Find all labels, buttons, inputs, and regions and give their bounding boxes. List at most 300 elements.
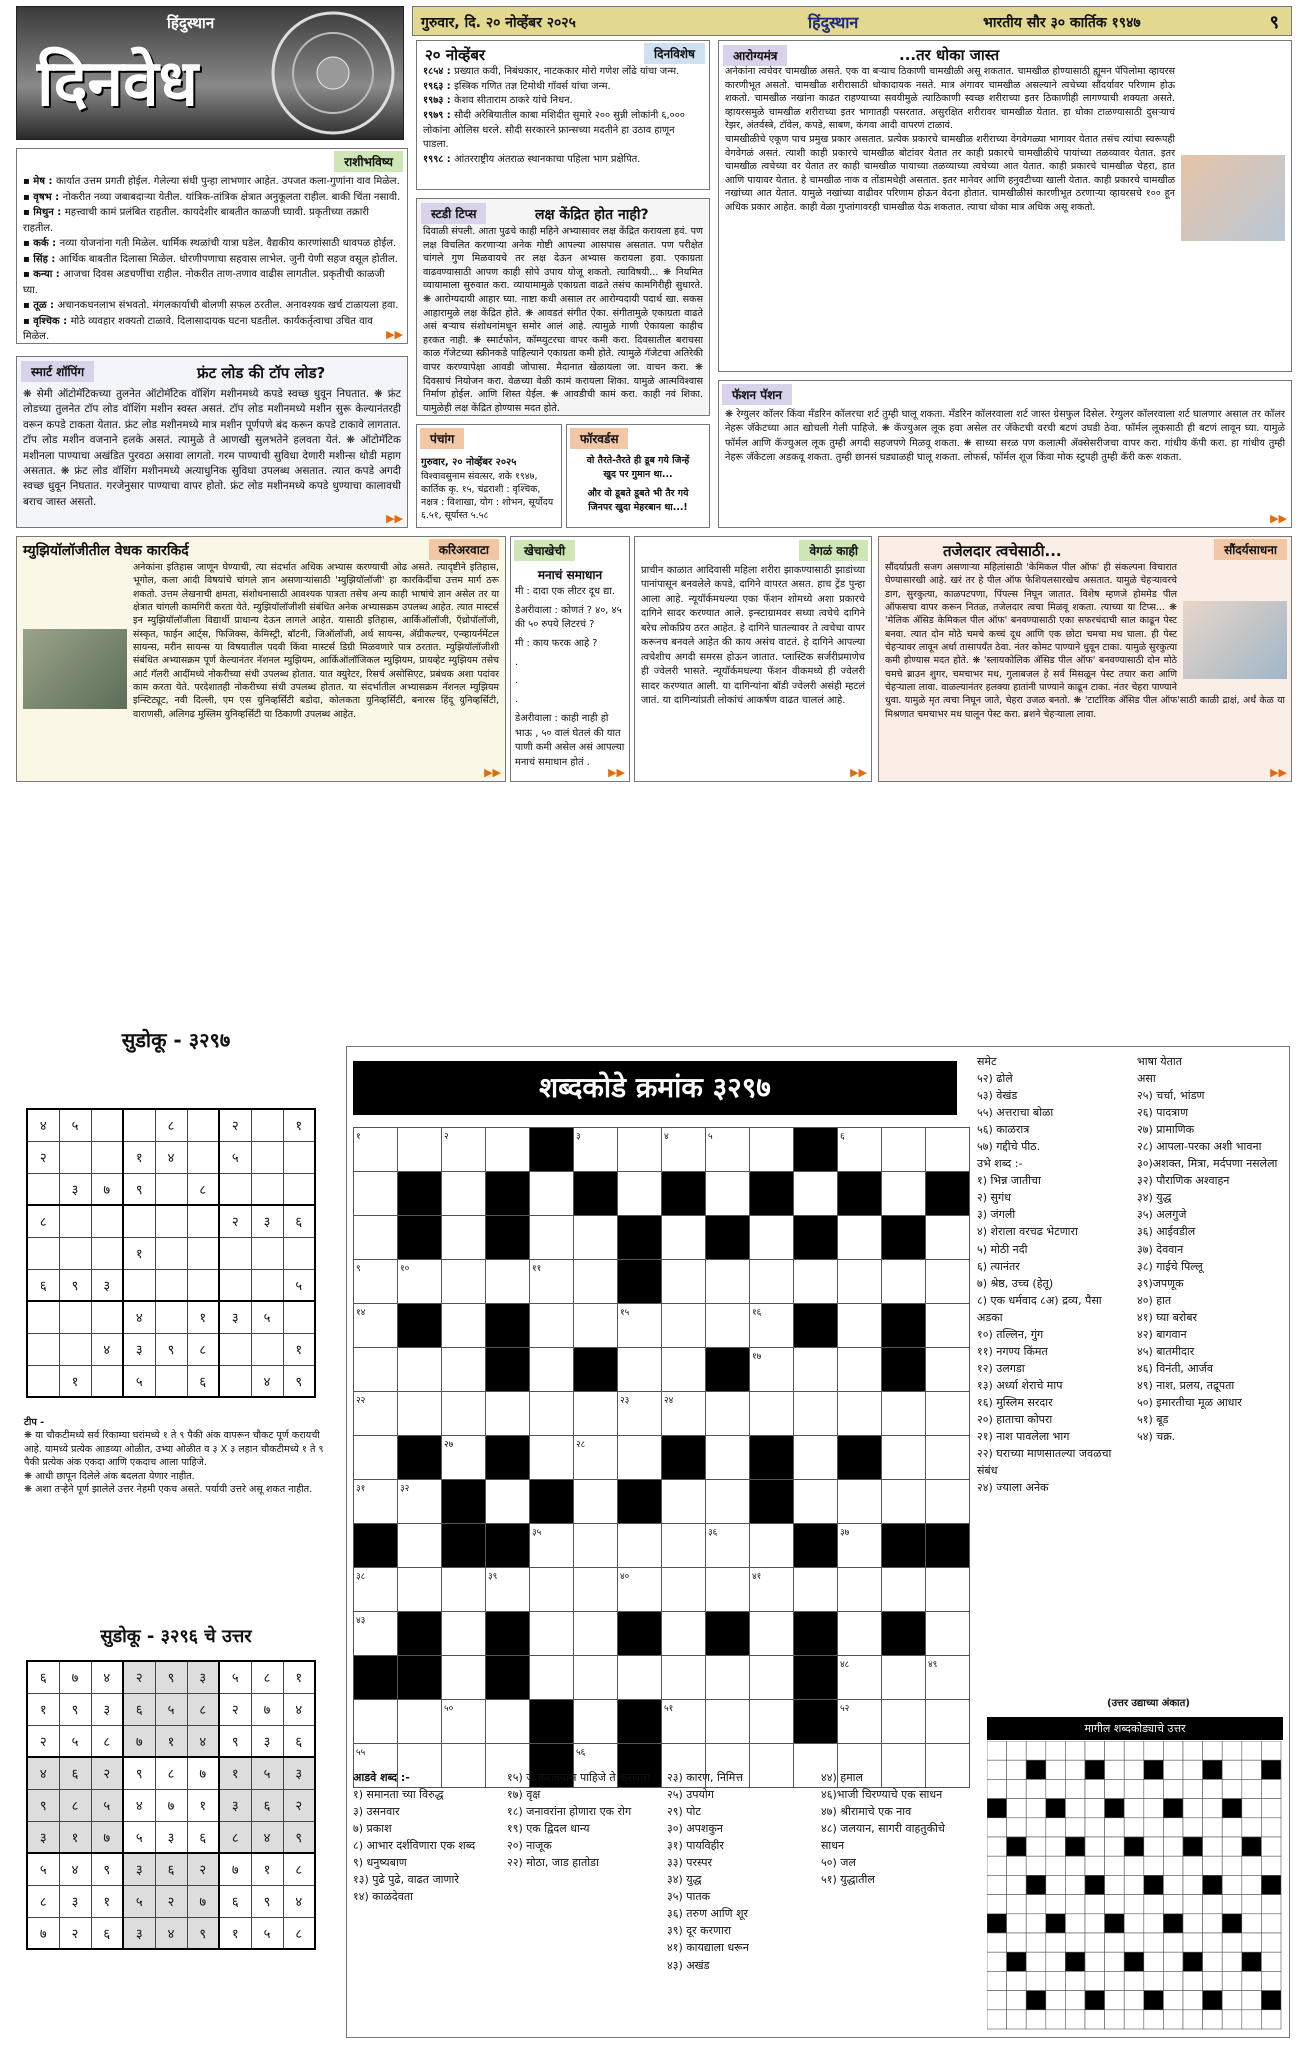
crossword-cell [706,1128,750,1172]
sudoku-cell [59,1141,91,1173]
clue-number: ४८ [840,1660,850,1670]
crossword-cell [882,1172,926,1216]
previous-grid-cell [1007,1799,1027,1818]
crossword-cell [750,1700,794,1744]
previous-grid-cell [1085,1914,1105,1933]
sudoku-cell: १ [219,1757,251,1789]
crossword-cell [882,1656,926,1700]
clue-item: २७) प्रामाणिक [1137,1123,1195,1137]
clue-item: ३३) परस्पर [667,1856,713,1870]
previous-grid-cell [1124,1818,1144,1837]
clue-item: असा [1137,1072,1156,1086]
previous-grid-cell [1065,1741,1085,1760]
answer-note: (उत्तर उद्याच्या अंकात) [1107,1698,1190,1709]
previous-grid-cell [1261,1779,1281,1798]
crossword-cell [398,1304,442,1348]
previous-grid-cell [1222,1799,1242,1818]
sudoku-cell: ३ [91,1693,123,1725]
crossword-cell [662,1128,706,1172]
previous-grid-cell [1163,1914,1183,1933]
sudoku-cell: ५ [251,1301,283,1333]
crossword-cell [706,1612,750,1656]
crossword-cell [794,1216,838,1260]
previous-grid-cell [1124,2010,1144,2029]
crossword-cell [706,1656,750,1700]
shopping-body: ❋ सेमी ऑटोमॅटिकच्या तुलनेत ऑटोमॅटिक वॉशिंग मशीनमध्ये कपडे स्वच्छ धुवून निघतात. ❋ फ्रंट लोडच्या तुलनेत टॉप लोड वॉशिंग मशीन स्वस्त असतं. टॉप लोड मशीनमध्ये मशीन सुरू केल्यानंतरही वरून कपडे टाकता येतात. फ्रंट लोड मशीनमध्ये मात्र मशीन पूर्णपणे बंद करून कपडे टाकावे लागतात. टॉप लोड मशीन वजनाने हलके असतं. त्यामुळे ते आणखी सुलभतेने हलवता येतं. ❋ ऑटोमॅटिक मशीनला पाण्याचा अखंडित पुरवठा असावा लागतो. गरम पाण्याची सुविधा देणारी मशीन्स थोडी महाग असतात. ❋ फ्रंट लोड वॉशिंग मशीनमध्ये अत्याधुनिक सुविधा उपलब्ध असतात. त्यात कपडे अगदी स्वच्छ धुवून निघतात. गरजेनुसार पाण्याचा वापर होतो. फ्रंट लोड मशीनमध्ये कपडे धुण्याचा कालावधी बराच जास्त असतो. [23,388,401,508]
rashi-item [23,236,401,252]
sudoku-cell: ४ [155,1917,187,1949]
previous-grid-cell [1085,1971,1105,1990]
crossword-row [354,1568,970,1612]
crossword-cell [926,1524,970,1568]
previous-grid-cell [1183,1856,1203,1875]
crossword-cell [662,1656,706,1700]
previous-grid-cell [1222,1760,1242,1779]
more-arrow-icon: ▶▶ [850,766,867,779]
arogya-photo [1181,155,1285,241]
crossword-row [354,1480,970,1524]
event-year: १८५४ : [423,66,455,77]
clue-number: २ [444,1132,449,1142]
previous-grid-cell [1183,1895,1203,1914]
clue-item: १) भिन्न जातीचा [977,1174,1041,1188]
sudoku-cell: ९ [283,1365,315,1397]
crossword-cell [750,1656,794,1700]
sudoku-cell [219,1269,251,1301]
crossword-cell [838,1480,882,1524]
sudoku-cell [283,1173,315,1205]
event-text: आंतरराष्ट्रीय अंतराळ स्थानकाचा पहिला भाग प्रक्षेपित. [454,154,641,166]
sudoku-cell: १ [123,1237,155,1269]
previous-grid-cell [1085,1875,1105,1894]
clue-item: ४) शेराला वरचढ भेटणारा [977,1225,1078,1239]
sudoku-cell [27,1237,59,1269]
crossword-cell [398,1656,442,1700]
previous-grid-cell [1026,1952,1046,1971]
previous-grid-cell [1026,1914,1046,1933]
crossword-cell [354,1700,398,1744]
dinvishesh-tag: दिनविशेष [644,43,705,64]
crossword-cell [750,1480,794,1524]
previous-grid-cell [1105,1818,1125,1837]
study-title: लक्ष केंद्रित होत नाही? [535,207,649,223]
sudoku-cell: २ [155,1885,187,1917]
clue-item: २५) उपयोग [667,1788,714,1802]
previous-grid-cell [1242,1895,1262,1914]
clue-item: ४४) हमाल [821,1771,863,1784]
crossword-title: शब्दकोडे क्रमांक ३२९७ [353,1061,957,1115]
crossword-cell [882,1260,926,1304]
previous-grid-cell [1144,1818,1164,1837]
previous-grid-cell [1261,1760,1281,1779]
previous-grid-cell [1105,1856,1125,1875]
clue-item: १०) तल्लिन, गुंग [977,1327,1044,1341]
clue-item: भाषा येतात [1137,1055,1183,1068]
sudoku-cell [27,1365,59,1397]
crossword-cell [354,1480,398,1524]
crossword-cell [398,1524,442,1568]
crossword-cell [442,1656,486,1700]
rashi-item [23,174,401,190]
event-text: प्रख्यात कवी, निबंधकार, नाटककार मोरो गणेश लोंढे यांचा जन्म. [454,66,680,77]
crossword-cell [530,1436,574,1480]
more-arrow-icon: ▶▶ [608,766,625,779]
clue-number: ३२ [400,1484,410,1494]
crossword-cell [442,1128,486,1172]
sudoku-cell [59,1301,91,1333]
dialogue-line: . [515,656,519,668]
clue-item: ३५) पातक [667,1890,711,1904]
clue-item: १२) उलगडा [977,1361,1025,1375]
clue-item: ५२) ढोले [977,1072,1013,1086]
rashi-text: महत्त्वाची कामं प्रलंबित राहतील. कायदेशीर बाबतीत काळजी घ्यावी. प्रकृतीच्या तक्रारी राहतील. [23,207,369,234]
sudoku-cell: ७ [251,1693,283,1725]
crossword-cell [750,1348,794,1392]
previous-grid-cell [1007,1971,1027,1990]
sudoku-title: सुडोकू - ३२९७ [121,1028,231,1052]
down-clues-1 [977,1053,1127,1496]
sudoku-cell [251,1109,283,1141]
crossword-cell [354,1348,398,1392]
previous-grid-cell [1046,1760,1066,1779]
crossword-cell [530,1568,574,1612]
sudoku-cell: १ [283,1109,315,1141]
crossword-cell [750,1172,794,1216]
dialogue-line: . [515,675,519,687]
clue-number: ४ [664,1132,669,1142]
crossword-row [354,1524,970,1568]
crossword-cell [926,1612,970,1656]
crossword-cell [794,1260,838,1304]
crossword-cell [442,1260,486,1304]
more-arrow-icon: ▶▶ [1270,512,1287,525]
crossword-cell [882,1700,926,1744]
sudoku-cell: ७ [155,1789,187,1821]
clue-item: ३८) गाईचे पिल्लू [1137,1259,1203,1273]
crossword-cell [618,1260,662,1304]
sudoku-cell: ५ [283,1269,315,1301]
crossword-cell [794,1348,838,1392]
sudoku-cell: ४ [59,1853,91,1885]
previous-grid-cell [1105,1799,1125,1818]
sudoku-cell: ८ [187,1333,219,1365]
previous-grid-cell [1085,1991,1105,2010]
sudoku-row [27,1237,315,1269]
crossword-cell [618,1216,662,1260]
crossword-cell [530,1656,574,1700]
sudoku-cell [59,1237,91,1269]
crossword-cell [618,1436,662,1480]
previous-grid-cell [1105,1741,1125,1760]
previous-grid-cell [1124,1799,1144,1818]
sudoku-cell: ५ [251,1917,283,1949]
shopping-title: फ्रंट लोड की टॉप लोड? [197,364,326,382]
crossword-cell [882,1348,926,1392]
sudoku-cell: ८ [187,1693,219,1725]
sudoku-cell: ५ [59,1725,91,1757]
clue-item: ११) नगण्य किंमत [977,1344,1048,1358]
clue-number: ३९ [488,1572,498,1582]
previous-grid-cell [1065,1779,1085,1798]
sudoku-cell: २ [219,1205,251,1237]
sudoku-cell: ३ [219,1301,251,1333]
sudoku-cell: ३ [251,1205,283,1237]
sudoku-cell: ८ [155,1109,187,1141]
crossword-cell [618,1304,662,1348]
sudoku-cell: २ [27,1141,59,1173]
clue-number: २८ [576,1440,586,1450]
clue-item: ८) एक धर्मवाद ८अ) द्रव्य, पैसा अडका [977,1293,1102,1324]
sudoku-grid [26,1108,316,1398]
crossword-cell [882,1216,926,1260]
career-title: म्युझियॉलॉजीतील वेधक कारकिर्द [23,543,189,559]
crossword-cell [838,1216,882,1260]
khechakhechi-body [511,585,629,771]
sudoku-tip-label: टीप - [24,1417,45,1428]
crossword-cell [574,1480,618,1524]
sudoku-cell: ९ [59,1269,91,1301]
sudoku-cell: ३ [27,1821,59,1853]
previous-grid-cell [1261,1875,1281,1894]
previous-grid-cell [1046,1991,1066,2010]
clue-item: ३) जंगली [977,1208,1016,1222]
clue-item: २) सुगंध [977,1191,1011,1205]
previous-grid-cell [1105,1914,1125,1933]
previous-grid-cell [1007,1875,1027,1894]
crossword-cell [530,1172,574,1216]
clue-item: ४२) बागवान [1137,1327,1187,1341]
sudoku-cell: १ [91,1885,123,1917]
sudoku-cell [123,1109,155,1141]
saundarya-photo [1183,601,1287,679]
sudoku-row [27,1757,315,1789]
sudoku-cell: ६ [251,1789,283,1821]
clue-number: ३६ [708,1528,718,1538]
career-body: अनेकांना इतिहास जाणून घेण्याची, त्या संदर्भात अधिक अभ्यास करण्याची ओढ असते. त्यादृष्टीने इतिहास, भूगोल, कला आदी विषयांचे चांगले ज्ञान असणाऱ्यांसाठी 'म्युझियॉलॉजी' हा कारकिर्दीचा उत्तम मार्ग ठरू शकतो. उत्तम लेखनाची क्षमता, संशोधनासाठी आवश्यक पात्रता तसेच अन्य काही भाषांचे ज्ञान असेल तर या क्षेत्रात चांगली कामगिरी करता येते. म्युझियॉलॉजीशी संबंधित अनेक अभ्यासक्रम उपलब्ध आहेत. त्यात मास्टर्स इन म्युझियॉलॉजीला विद्यार्थी प्राधान्य देऊन लागले आहेत. यासाठी इतिहास, आर्किऑलॉजी, ऍंथ्रोपॉलॉजी, संस्कृत, फाईन आर्ट्स, फिजिक्स, केमिस्ट्री, बॉटनी, जिऑलॉजी, अर्थ सायन्स, ॲग्रीकल्चर, एन्व्हायर्नमेंटल सायन्स, मरीन सायन्स या विषयातील पदवी किंवा मास्टर्स डिग्री मिळवणारे पात्र ठरतात. म्युझियॉलॉजीशी संबंधित अभ्यासक्रम पूर्ण केल्यानंतर नॅशनल म्युझियम, आर्किऑलॉजिकल म्युझियम, प्रायव्हेट म्युझियम तसेच आर्ट गॅलरी आदींमध्ये नोकरीच्या संधी उपलब्ध होतात. यात क्युरेटर, रिसर्च असोसिएट, प्रबंधक अशा पदांवर काम करता येते. परदेशातही नोकरीच्या संधी उपलब्ध होतात. या संदर्भातील अभ्यासक्रम नॅशनल म्युझियम इन्स्टिट्यूट, नवी दिल्ली, एम एस युनिव्हर्सिटी बडोदा, कोलकता युनिव्हर्सिटी, बनारस हिंदू युनिव्हर्सिटी, वाराणसी, अलिगढ मुस्लिम युनिव्हर्सिटी या ठिकाणी उपलब्ध आहेत. [133,562,499,720]
previous-grid-cell [1046,1895,1066,1914]
sudoku-cell: ५ [219,1141,251,1173]
crossword-cell [750,1260,794,1304]
crossword-cell [618,1524,662,1568]
crossword-cell [750,1524,794,1568]
clue-item: ३०) अपशकुन [667,1822,723,1836]
sudoku-cell: ६ [283,1725,315,1757]
rashi-text: मोठे व्यवहार शक्यतो टाळावे. दिलासादायक घटना घडतील. कार्यकर्तृत्वाचा उचित वाव मिळेल. [23,315,373,342]
previous-grid-cell [1163,1933,1183,1952]
crossword-cell [838,1568,882,1612]
panchang-section [416,424,562,528]
crossword-cell [662,1216,706,1260]
rashi-list [17,174,407,344]
crossword-cell [794,1700,838,1744]
crossword-cell [398,1612,442,1656]
crossword-cell [442,1480,486,1524]
crossword-cell [750,1392,794,1436]
sudoku-cell [251,1269,283,1301]
across-clues-4 [821,1769,953,1888]
previous-grid-cell [1222,1971,1242,1990]
clue-item: १४) काळदेवता [353,1890,413,1904]
crossword-row [354,1304,970,1348]
previous-grid-cell [1163,1779,1183,1798]
crossword-cell [750,1612,794,1656]
clue-item: २४) ज्याला अनेक [977,1481,1049,1495]
crossword-cell [662,1392,706,1436]
clue-item: ७) प्रकाश [353,1822,392,1836]
crossword-cell [662,1436,706,1480]
sudoku-cell: २ [283,1789,315,1821]
previous-grid-cell [1124,1875,1144,1894]
crossword-cell [574,1392,618,1436]
clue-item: ४६)भाजी चिरण्याचे एक साधन [821,1788,943,1802]
masthead [16,6,404,140]
career-section [16,536,506,782]
clue-item: ५७) गद्दीचे पीठ. [977,1140,1041,1154]
previous-grid-cell [1144,1971,1164,1990]
crossword-cell [574,1348,618,1392]
clue-item: २०) हाताचा कोपरा [977,1412,1053,1426]
crossword-cell [530,1480,574,1524]
clue-item: ४३) अखंड [667,1958,710,1972]
rashi-text: आजचा दिवस अडचणींचा राहील. नोकरीत ताण-तणाव वाढीस लागतील. प्रकृतीची काळजी घ्या. [23,269,385,296]
previous-grid-cell [1203,1760,1223,1779]
crossword-row [354,1392,970,1436]
sudoku-cell [187,1141,219,1173]
sudoku-cell: ४ [27,1109,59,1141]
sudoku-cell: ३ [123,1853,155,1885]
crossword-cell [618,1612,662,1656]
previous-grid-cell [1183,2010,1203,2029]
previous-grid-cell [1144,1779,1164,1798]
previous-grid-cell [1242,1933,1262,1952]
dinvishesh-item [423,153,703,168]
sudoku-cell: ९ [251,1885,283,1917]
clue-number: १७ [752,1352,762,1362]
previous-grid-cell [1065,1971,1085,1990]
previous-grid-cell [1242,1971,1262,1990]
clue-number: ३८ [356,1572,366,1582]
crossword-cell [838,1172,882,1216]
sudoku-cell: ४ [251,1821,283,1853]
forward-line-3: और वो डूबते डूबते भी तैर गये [587,488,689,500]
previous-grid-cell [1085,1818,1105,1837]
previous-grid-cell [987,1895,1007,1914]
khechakhechi-tag: खेचाखेची [514,540,575,561]
rashi-item [23,252,401,268]
sudoku-cell: ९ [283,1821,315,1853]
dinvishesh-item [423,109,703,153]
sudoku-cell: ४ [251,1365,283,1397]
crossword-cell [882,1612,926,1656]
previous-grid-cell [1261,1818,1281,1837]
crossword-cell [662,1480,706,1524]
sudoku-cell [219,1173,251,1205]
previous-grid-cell [1046,1818,1066,1837]
sudoku-cell: ४ [283,1885,315,1917]
more-arrow-icon: ▶▶ [484,766,501,779]
rashi-item [23,190,401,206]
crossword-cell [354,1436,398,1480]
clue-item: ३९)जपणूक [1137,1276,1184,1290]
crossword-cell [574,1524,618,1568]
crossword-cell [618,1348,662,1392]
sudoku-cell: १ [59,1821,91,1853]
previous-grid-cell [1007,1760,1027,1779]
sudoku-cell [27,1173,59,1205]
clue-number: १ [356,1132,361,1142]
sudoku-cell: ७ [219,1853,251,1885]
previous-grid-cell [1183,1741,1203,1760]
sudoku-cell: ४ [283,1693,315,1725]
down-clues-2 [1137,1053,1287,1445]
sudoku-cell: ७ [59,1661,91,1693]
crossword-cell [486,1128,530,1172]
sudoku-cell: ३ [59,1173,91,1205]
clue-number: ४१ [752,1572,762,1582]
clue-number: ५ [708,1132,713,1142]
sudoku-cell: ४ [91,1333,123,1365]
sudoku-answer-title: सुडोकू - ३२९६ चे उत्तर [100,1626,252,1647]
previous-grid-cell [1085,1799,1105,1818]
crossword-cell [926,1348,970,1392]
crossword-cell [926,1436,970,1480]
clue-item: २६) पादत्राण [1137,1106,1189,1120]
sudoku-cell: १ [219,1917,251,1949]
rashi-tag: राशीभविष्य [334,151,403,172]
clue-item: ३६) आईवडील [1137,1225,1196,1239]
across-label: आडवे शब्द :- [353,1771,410,1784]
clue-item: १५) जे करावयास पाहिजे ते करणारा [507,1771,651,1784]
previous-grid-cell [1261,1799,1281,1818]
previous-grid-cell [1222,1895,1242,1914]
crossword-cell [750,1216,794,1260]
crossword-cell [838,1612,882,1656]
crossword-cell [398,1128,442,1172]
sudoku-cell [219,1365,251,1397]
previous-grid-cell [1026,1991,1046,2010]
crossword-cell [618,1568,662,1612]
clue-item: ३) उसनवार [353,1805,400,1819]
crossword-cell [706,1436,750,1480]
previous-grid-cell [1203,1971,1223,1990]
previous-grid-cell [1124,1741,1144,1760]
previous-grid-cell [1261,1837,1281,1856]
rashi-item [23,205,401,236]
crossword-cell [838,1436,882,1480]
crossword-cell [574,1304,618,1348]
crossword-cell [398,1348,442,1392]
previous-grid-cell [1085,1779,1105,1798]
previous-grid-cell [1203,1991,1223,2010]
saka-date: भारतीय सौर ३० कार्तिक १९४७ [983,15,1141,31]
previous-grid-cell [1222,1875,1242,1894]
clue-item: ३६) तरुण आणि शूर [667,1907,749,1921]
clue-item: ३४) युद्ध [667,1873,702,1887]
previous-grid-cell [1105,1895,1125,1914]
crossword-cell [618,1656,662,1700]
sudoku-tip: ❋ आधी छापून दिलेले अंक बदलता येणार नाहीत. [24,1470,195,1482]
sudoku-cell [219,1333,251,1365]
sudoku-cell [59,1205,91,1237]
crossword-row [354,1700,970,1744]
crossword-cell [794,1436,838,1480]
topbar-brand: हिंदुस्थान [808,13,859,32]
crossword-cell [354,1216,398,1260]
previous-grid-cell [1144,1760,1164,1779]
sudoku-row [27,1269,315,1301]
sudoku-cell: ३ [219,1789,251,1821]
sudoku-cell: ७ [91,1821,123,1853]
